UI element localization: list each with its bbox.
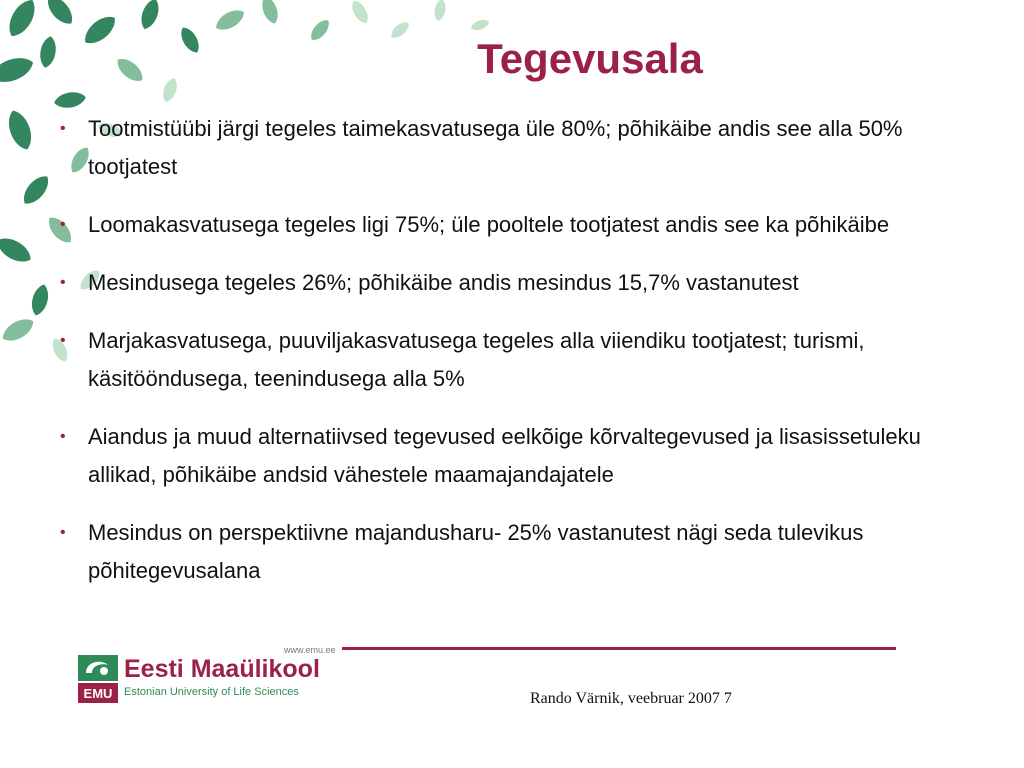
bullet-marker: • [60, 524, 66, 541]
bullet-text: Mesindusega tegeles 26%; põhikäibe andis mesindus 15,7% vastanutest [88, 270, 799, 295]
bullet-item [60, 322, 940, 398]
bullet-text: Marjakasvatusega, puuviljakasvatusega tegeles alla viiendiku tootjatest; turismi, käsitööndusega, teenindusega alla 5% [88, 328, 865, 391]
bullet-marker: • [60, 216, 66, 233]
logo-url: www.emu.ee [284, 645, 336, 655]
bullet-marker: • [60, 274, 66, 291]
emu-logo-icon [78, 655, 118, 703]
slide-footer: Rando Värnik, veebruar 2007 7 [530, 690, 732, 707]
bullet-item [60, 264, 940, 302]
bullet-text: Aiandus ja muud alternatiivsed tegevused eelkõige kõrvaltegevused ja lisasissetuleku allikad, põhikäibe andsid vähestele maamajandajatele [88, 424, 921, 487]
logo-name: Eesti Maaülikool [124, 655, 320, 683]
logo-mark-text: EMU [83, 686, 113, 701]
bullet-marker: • [60, 120, 66, 137]
bullet-item [60, 514, 940, 590]
footer-divider [342, 647, 896, 650]
slide-title: Tegevusala [477, 35, 703, 82]
bullet-marker: • [60, 428, 66, 445]
bullet-list [60, 110, 940, 610]
bullet-text: Loomakasvatusega tegeles ligi 75%; üle pooltele tootjatest andis see ka põhikäibe [88, 212, 890, 237]
logo-subtitle: Estonian University of Life Sciences [124, 686, 299, 698]
bullet-text: Tootmistüübi järgi tegeles taimekasvatusega üle 80%; põhikäibe andis see alla 50% tootjatest [88, 116, 903, 179]
university-logo [78, 645, 338, 707]
bullet-item [60, 206, 940, 244]
bullet-marker: • [60, 332, 66, 349]
bullet-item [60, 110, 940, 186]
bullet-text: Mesindus on perspektiivne majandusharu- 25% vastanutest nägi seda tulevikus põhitegevusalana [88, 520, 864, 583]
bullet-item [60, 418, 940, 494]
